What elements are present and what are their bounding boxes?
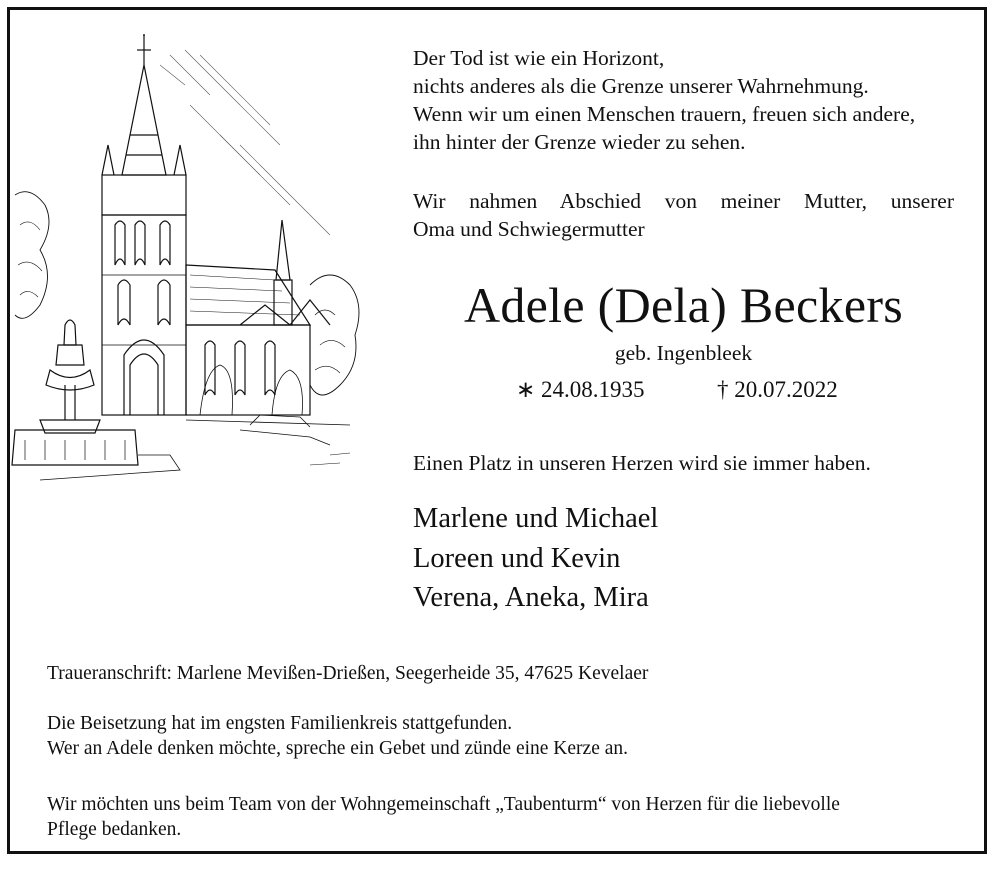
memorial-quote: Einen Platz in unseren Herzen wird sie immer haben. (413, 451, 871, 475)
family-list (413, 499, 953, 618)
death-date (717, 375, 838, 405)
funeral-line: Wer an Adele denken möchte, spreche ein Gebet und zünde eine Kerze an. (47, 738, 629, 759)
poem-line: nichts anderes als die Grenze unserer Wahrnehmung. (413, 74, 869, 98)
thanks-line: Pflege bedanken. (47, 819, 182, 840)
mourning-address (47, 661, 967, 686)
birth-date-value: 24.08.1935 (541, 377, 645, 402)
death-date-value: 20.07.2022 (734, 377, 838, 402)
poem-line: ihn hinter der Grenze wieder zu sehen. (413, 130, 746, 154)
funeral-note (47, 711, 967, 761)
funeral-line: Die Beisetzung hat im engsten Familienkreis stattgefunden. (47, 713, 513, 734)
birth-name: geb. Ingenbleek (614, 341, 753, 365)
farewell-intro (413, 187, 954, 243)
poem (413, 44, 983, 156)
poem-line: Der Tod ist wie ein Horizont, (413, 46, 665, 70)
church-drawing-icon (10, 25, 365, 485)
family-member: Loreen und Kevin (413, 542, 621, 574)
family-member: Verena, Aneka, Mira (413, 582, 649, 613)
star-icon: ∗ (516, 377, 536, 402)
address-line: Traueranschrift: Marlene Mevißen-Drießen, Seegerheide 35, 47625 Kevelaer (47, 663, 649, 684)
intro-line: Oma und Schwiegermutter (413, 217, 645, 241)
intro-line: Wir nahmen Abschied von meiner Mutter, unserer (413, 189, 954, 213)
deceased-name: Adele (Dela) Beckers (463, 277, 904, 333)
family-member: Marlene und Michael (413, 503, 659, 534)
poem-line: Wenn wir um einen Menschen trauern, freuen sich andere, (413, 102, 916, 126)
birth-date (516, 375, 645, 405)
cross-icon: † (717, 377, 729, 402)
thanks-note (47, 792, 967, 842)
thanks-line: Wir möchten uns beim Team von der Wohngemeinschaft „Taubenturm“ von Herzen für die liebevolle (47, 794, 840, 815)
